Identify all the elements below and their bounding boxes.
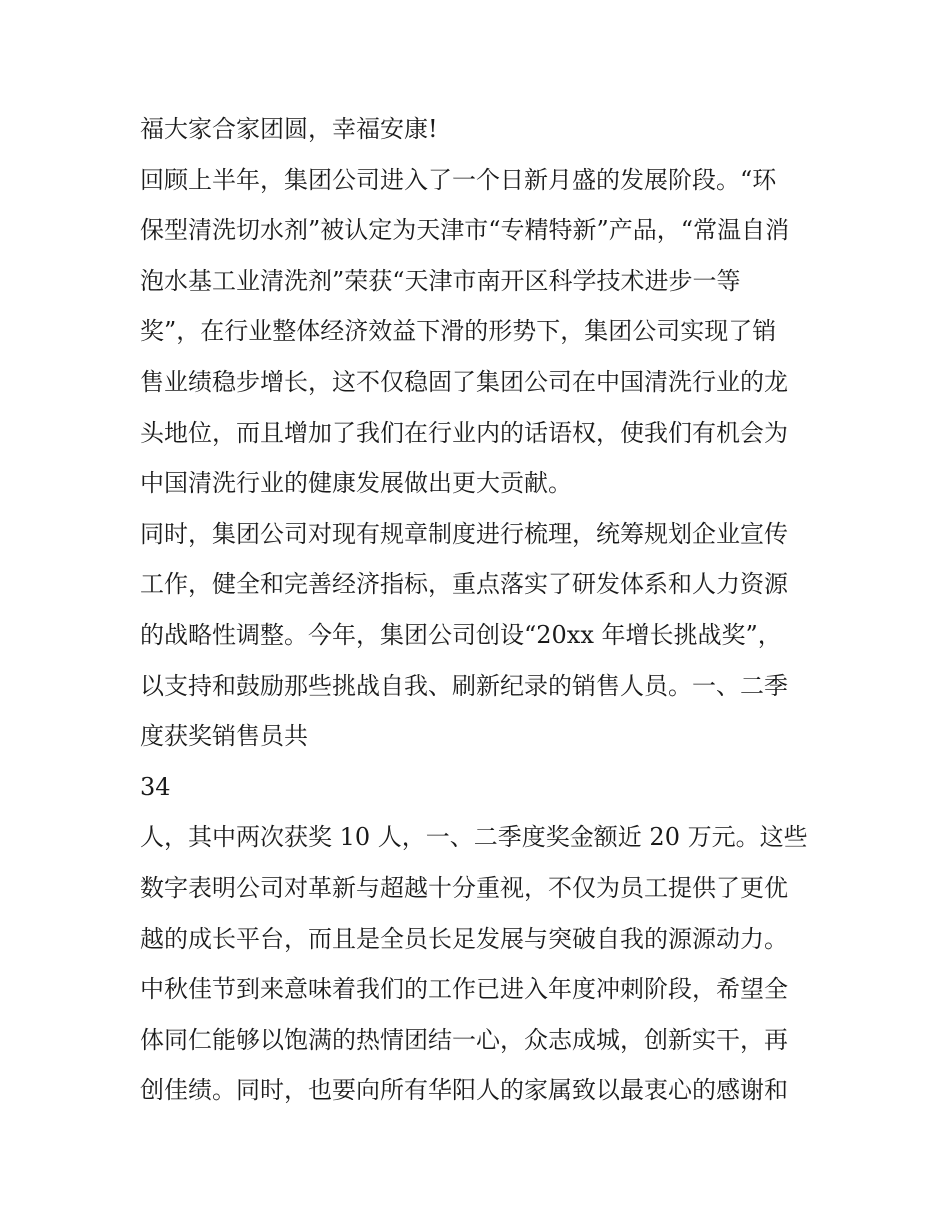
text-line: 人，其中两次获奖 10 人，一、二季度奖金额近 20 万元。这些: [140, 823, 808, 852]
text-line: 数字表明公司对革新与超越十分重视，不仅为员工提供了更优: [140, 873, 788, 902]
text-line: 越的成长平台，而且是全员长足发展与突破自我的源源动力。: [140, 924, 788, 953]
text-line: 以支持和鼓励那些挑战自我、刷新纪录的销售人员。一、二季: [140, 671, 788, 700]
text-line: 中秋佳节到来意味着我们的工作已进入年度冲刺阶段，希望全: [140, 975, 788, 1004]
text-line: 头地位，而且增加了我们在行业内的话语权，使我们有机会为: [140, 418, 788, 447]
text-line: 度获奖销售员共: [140, 722, 308, 751]
text-line: 泡水基工业清洗剂”荣获“天津市南开区科学技术进步一等: [140, 266, 741, 295]
text-line: 的战略性调整。今年，集团公司创设“20xx 年增长挑战奖”，: [140, 620, 782, 649]
text-line: 保型清洗切水剂”被认定为天津市“专精特新”产品，“常温自消: [140, 216, 790, 245]
text-line: 工作，健全和完善经济指标，重点落实了研发体系和人力资源: [140, 570, 788, 599]
text-line: 售业绩稳步增长，这不仅稳固了集团公司在中国清洗行业的龙: [140, 367, 788, 396]
text-line: 回顾上半年，集团公司进入了一个日新月盛的发展阶段。“环: [140, 165, 777, 194]
body-text: [140, 104, 830, 1116]
text-line: 体同仁能够以饱满的热情团结一心，众志成城，创新实干，再: [140, 1025, 788, 1054]
text-line: 奖”，在行业整体经济效益下滑的形势下，集团公司实现了销: [140, 317, 777, 346]
text-line: 中国清洗行业的健康发展做出更大贡献。: [140, 469, 572, 498]
text-line: 福大家合家团圆，幸福安康!: [140, 115, 438, 143]
text-line: 同时，集团公司对现有规章制度进行梳理，统筹规划企业宣传: [140, 519, 788, 548]
text-line: 34: [140, 772, 171, 801]
text-line: 创佳绩。同时，也要向所有华阳人的家属致以最衷心的感谢和: [140, 1076, 788, 1105]
